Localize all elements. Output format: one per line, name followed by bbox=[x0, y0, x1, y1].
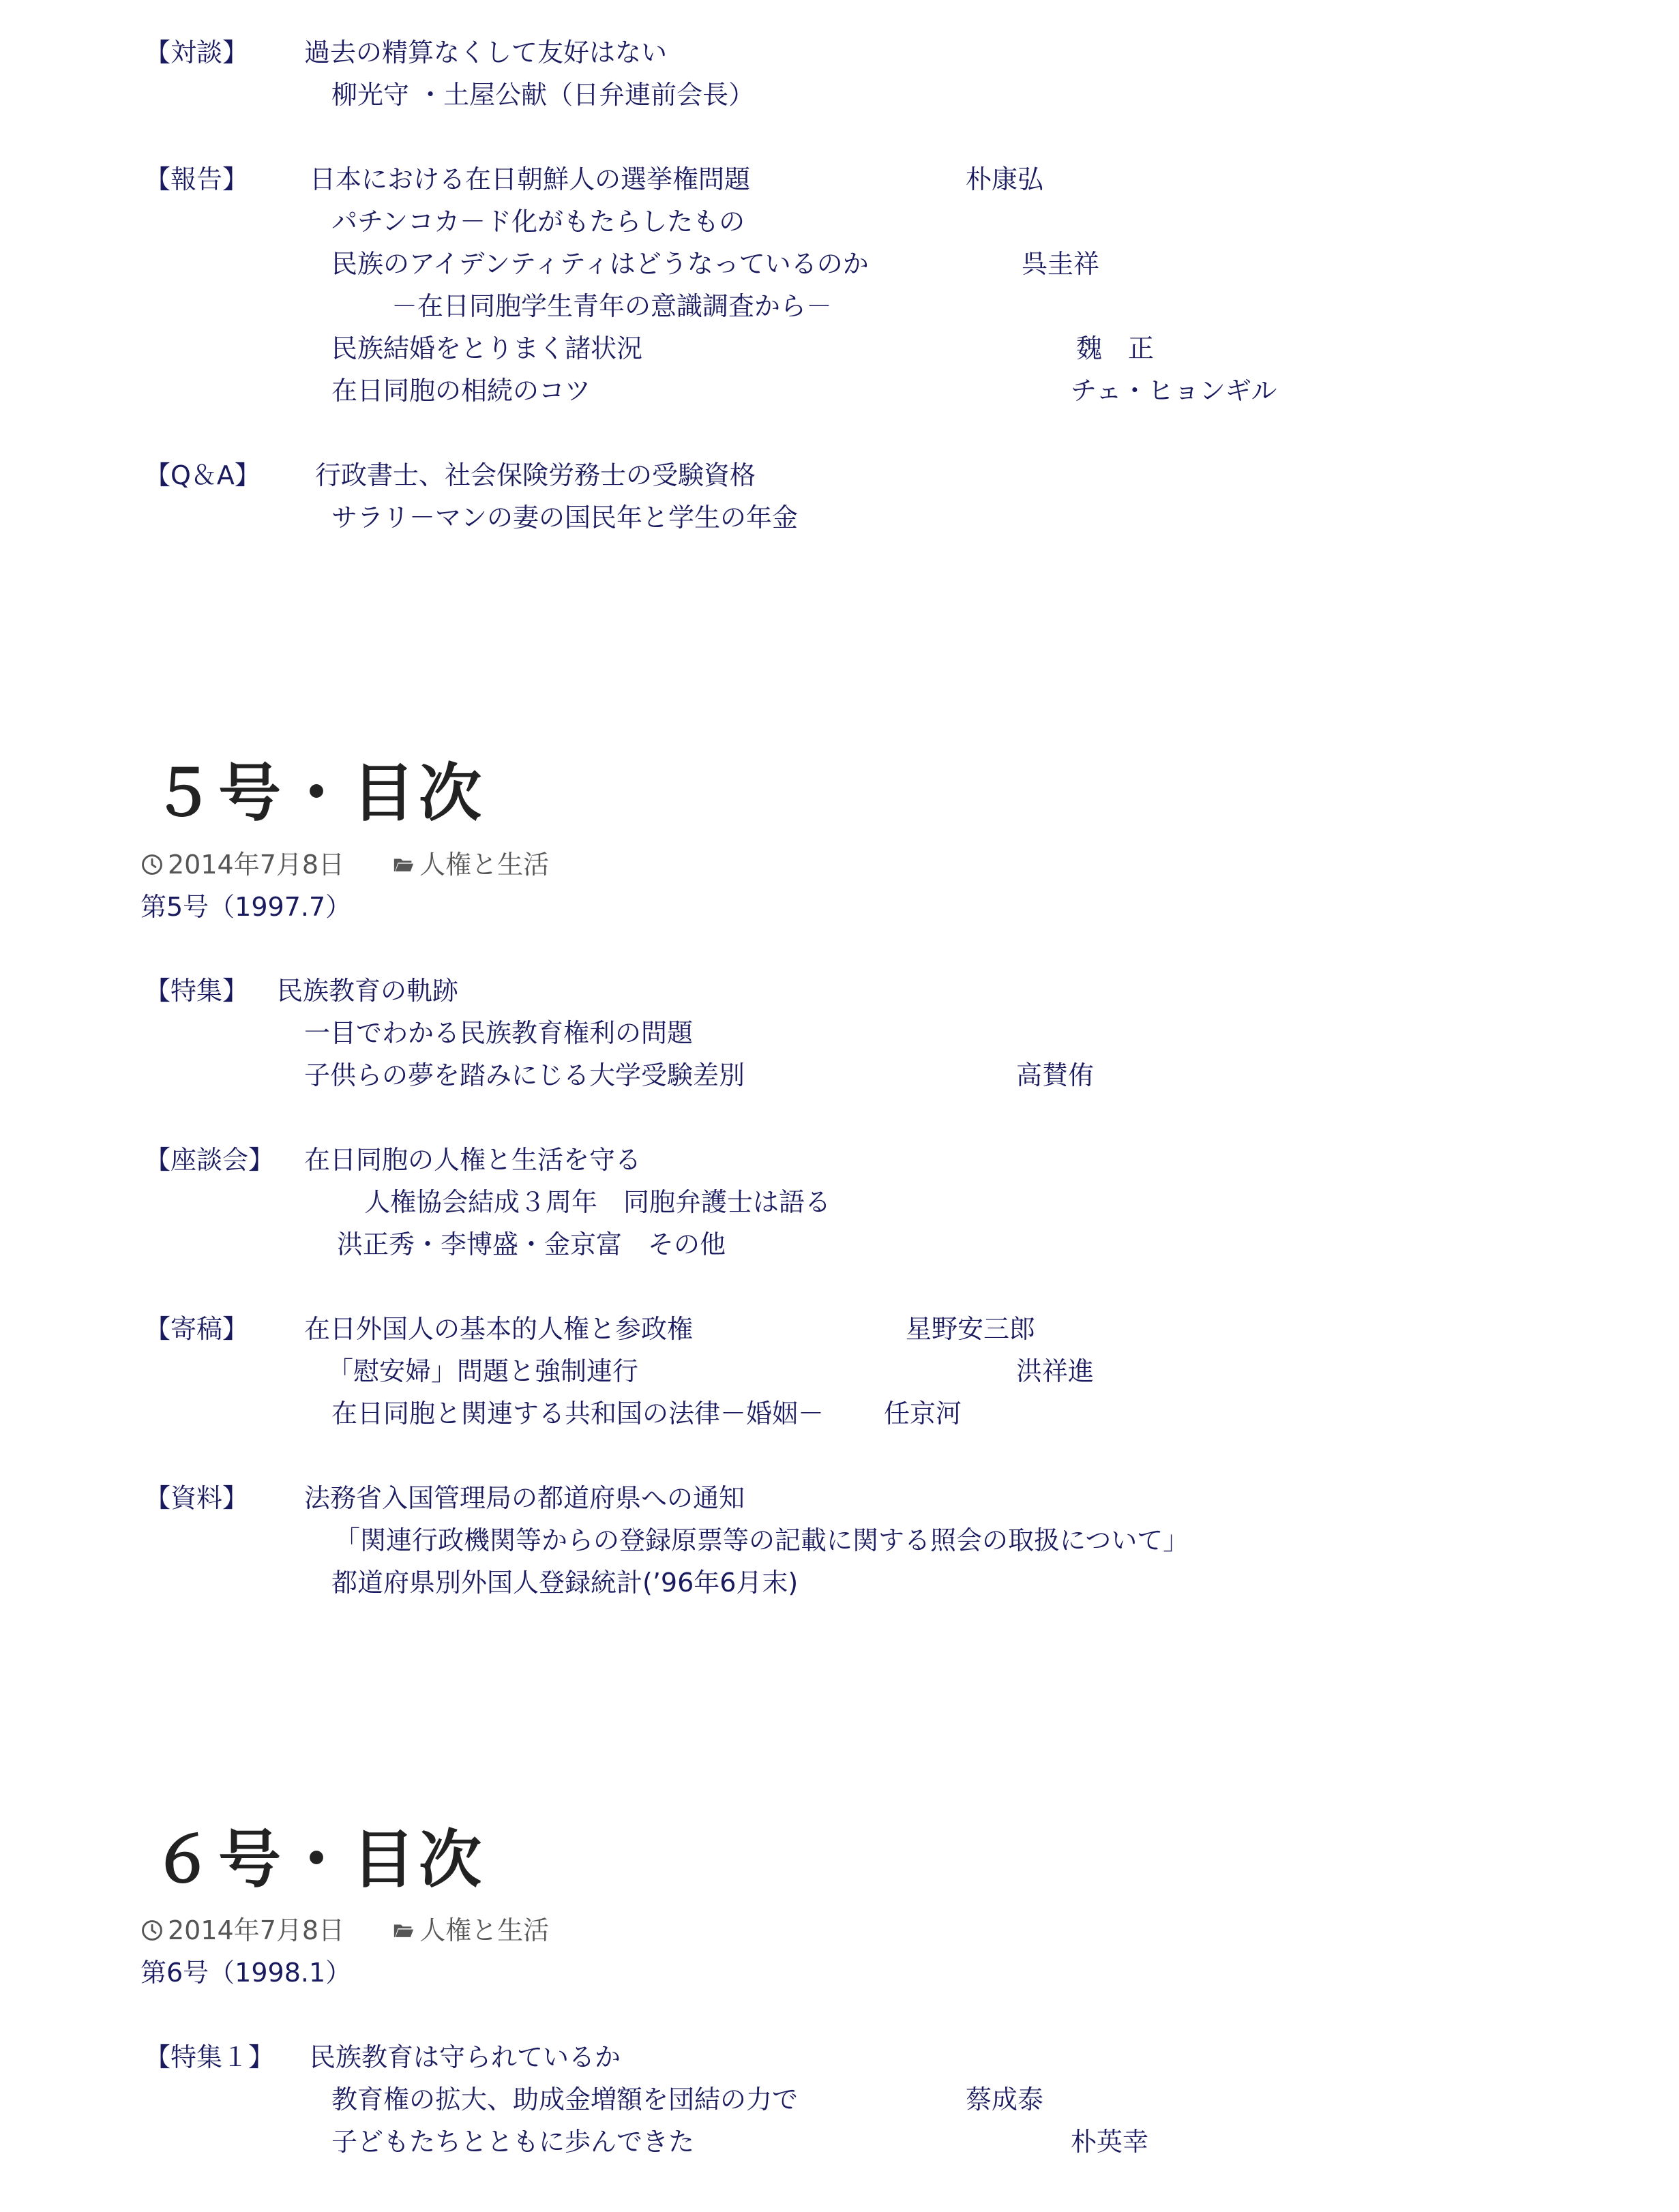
article-author: 呉圭祥 bbox=[1022, 249, 1100, 279]
article-title: 民族のアイデンティティはどうなっているのか bbox=[331, 249, 869, 279]
article-author: 蔡成泰 bbox=[966, 2084, 1044, 2114]
article-author: 任京河 bbox=[884, 1399, 962, 1429]
article-author: 洪祥進 bbox=[1016, 1356, 1095, 1386]
article-author: チェ・ヒョンギル bbox=[1071, 376, 1277, 406]
section-label: 【座談会】 bbox=[145, 1145, 275, 1175]
post-category bbox=[392, 1913, 549, 1947]
article-subtitle: －在日同胞学生青年の意識調査から－ bbox=[391, 291, 833, 321]
article-title: 子供らの夢を踏みにじる大学受験差別 bbox=[304, 1060, 745, 1090]
article-title: 在日外国人の基本的人権と参政権 bbox=[304, 1314, 694, 1344]
section-label: 【特集１】 bbox=[145, 2042, 275, 2072]
clock-icon bbox=[140, 1919, 164, 1942]
article-title: 在日同胞の人権と生活を守る bbox=[304, 1145, 642, 1175]
article-subtitle: 人権協会結成３周年 同胞弁護士は語る bbox=[364, 1187, 831, 1217]
section-label: 【報告】 bbox=[145, 164, 249, 194]
article-author: 魏 正 bbox=[1076, 333, 1155, 363]
section-label: 【寄稿】 bbox=[145, 1314, 249, 1344]
post-meta-issue6 bbox=[140, 1913, 549, 1947]
article-title: 子どもたちとともに歩んできた bbox=[331, 2127, 695, 2157]
article-title: サラリ－マンの妻の国民年と学生の年金 bbox=[331, 503, 799, 533]
article-title: 都道府県別外国人登録統計(’96年6月末) bbox=[331, 1568, 799, 1598]
article-title: 民族教育は守られているか bbox=[310, 2042, 621, 2072]
article-title: 在日同胞と関連する共和国の法律－婚姻－ bbox=[331, 1399, 824, 1429]
article-author: 朴康弘 bbox=[966, 164, 1044, 194]
issue-number: 第6号（1998.1） bbox=[140, 1958, 352, 1988]
article-title: 民族結婚をとりまく諸状況 bbox=[331, 333, 643, 363]
article-participants: 洪正秀・李博盛・金京富 その他 bbox=[337, 1229, 726, 1259]
category-link[interactable]: 人権と生活 bbox=[419, 850, 550, 880]
post-category bbox=[392, 848, 549, 882]
clock-icon bbox=[140, 853, 164, 876]
section-label: 【資料】 bbox=[145, 1483, 249, 1513]
article-author: 星野安三郎 bbox=[906, 1314, 1036, 1344]
article-title: 一目でわかる民族教育権利の問題 bbox=[304, 1018, 694, 1048]
article-title: 日本における在日朝鮮人の選挙権問題 bbox=[310, 164, 751, 194]
post-date: 2014年7月8日 bbox=[168, 850, 345, 880]
post-title-issue6[interactable]: ６号・目次 bbox=[151, 1823, 486, 1896]
section-label: 【対談】 bbox=[145, 38, 249, 68]
category-link[interactable]: 人権と生活 bbox=[419, 1915, 550, 1945]
folder-open-icon bbox=[392, 1919, 415, 1942]
article-title: 法務省入国管理局の都道府県への通知 bbox=[304, 1483, 745, 1513]
article-title: 「慰安婦」問題と強制連行 bbox=[327, 1356, 639, 1386]
article-title: 在日同胞の相続のコツ bbox=[331, 376, 591, 406]
article-title: 教育権の拡大、助成金増額を団結の力で bbox=[331, 2084, 799, 2114]
article-author: 高賛侑 bbox=[1016, 1060, 1095, 1090]
article-title: 過去の精算なくして友好はない bbox=[304, 38, 668, 68]
folder-open-icon bbox=[392, 853, 415, 876]
article-title: パチンコカ－ド化がもたらしたもの bbox=[331, 207, 745, 237]
section-label: 【Q＆A】 bbox=[145, 460, 261, 490]
article-title: 行政書士、社会保険労務士の受験資格 bbox=[315, 460, 756, 490]
post-title-issue5[interactable]: ５号・目次 bbox=[151, 756, 486, 830]
post-meta-issue5 bbox=[140, 848, 549, 882]
post-date: 2014年7月8日 bbox=[168, 1915, 345, 1945]
article-author: 朴英幸 bbox=[1071, 2127, 1149, 2157]
issue-number: 第5号（1997.7） bbox=[140, 892, 352, 922]
section-label: 【特集】 bbox=[145, 976, 249, 1006]
article-subtitle: 柳光守 ・土屋公献（日弁連前会長） bbox=[331, 80, 755, 110]
article-title: 民族教育の軌跡 bbox=[277, 976, 459, 1006]
article-subtitle: 「関連行政機関等からの登録原票等の記載に関する照会の取扱について」 bbox=[334, 1525, 1189, 1555]
